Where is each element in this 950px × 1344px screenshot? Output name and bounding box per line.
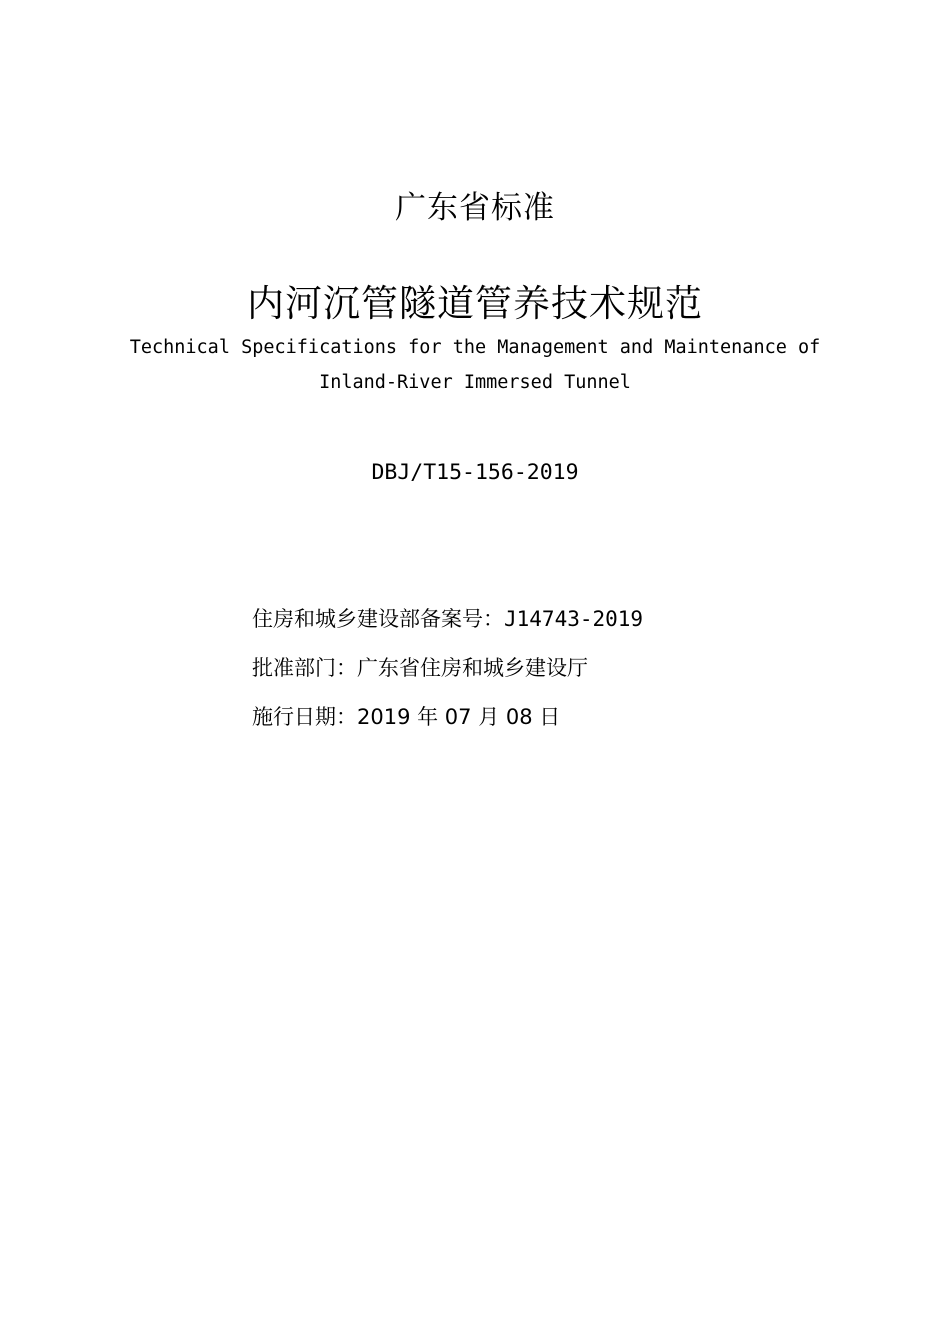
meta-label: 批准部门： [252,656,357,680]
document-title-english-line-2: Inland-River Immersed Tunnel [319,372,631,393]
meta-approval-department [252,653,912,683]
document-title-english-line-1: Technical Specifications for the Management and Maintenance of [129,337,821,358]
meta-value: 广东省住房和城乡建设厅 [357,656,588,680]
meta-record-number [252,604,912,634]
issuer-heading: 广东省标准 [395,190,555,226]
meta-label: 施行日期： [252,705,357,729]
meta-label: 住房和城乡建设部备案号： [252,607,504,631]
meta-value: 2019 年 07 月 08 日 [357,705,561,729]
meta-value: J14743-2019 [504,607,644,631]
document-title-chinese: 内河沉管隧道管养技术规范 [247,282,703,325]
meta-effective-date [252,702,912,732]
standard-code: DBJ/T15-156-2019 [371,460,579,485]
document-meta [252,604,912,751]
